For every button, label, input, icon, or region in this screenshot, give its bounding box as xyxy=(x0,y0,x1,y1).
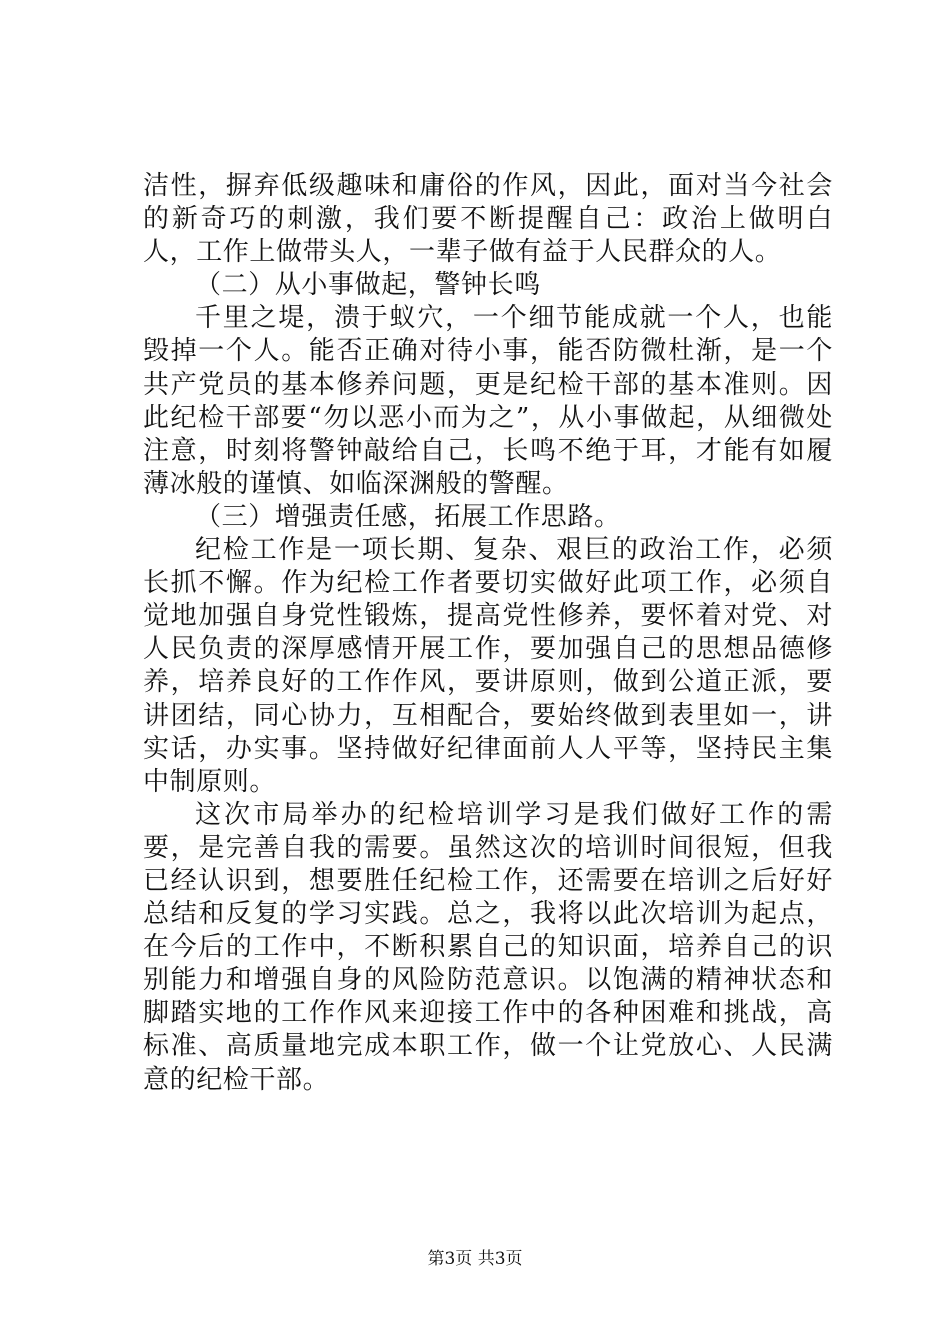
paragraph-conclusion: 这次市局举办的纪检培训学习是我们做好工作的需要，是完善自我的需要。虽然这次的培训时间很短，但我已经认识到，想要胜任纪检工作，还需要在培训之后好好总结和反复的学习实践。总之，我将以此次培训为起点，在今后的工作中，不断积累自己的知识面，培养自己的识别能力和增强自身的风险防范意识。以饱满的精神状态和脚踏实地的工作作风来迎接工作中的各种困难和挑战，高标准、高质量地完成本职工作，做一个让党放心、人民满意的纪检干部。 xyxy=(143,799,833,1095)
paragraph-continuation: 洁性，摒弃低级趣味和庸俗的作风，因此，面对当今社会的新奇巧的刺激，我们要不断提醒自己：政治上做明白人，工作上做带头人，一辈子做有益于人民群众的人。 xyxy=(143,171,833,268)
section-heading-three: （三）增强责任感，拓展工作思路。 xyxy=(195,501,621,532)
paragraph-responsibility: 纪检工作是一项长期、复杂、艰巨的政治工作，必须长抓不懈。作为纪检工作者要切实做好此项工作，必须自觉地加强自身党性锻炼，提高党性修养，要怀着对党、对人民负责的深厚感情开展工作，要加强自己的思想品德修养，培养良好的工作作风，要讲原则，做到公道正派，要讲团结，同心协力，互相配合，要始终做到表里如一，讲实话，办实事。坚持做好纪律面前人人平等，坚持民主集中制原则。 xyxy=(143,535,833,797)
paragraph-small-matters: 千里之堤，溃于蚁穴，一个细节能成就一个人，也能毁掉一个人。能否正确对待小事，能否防微杜渐，是一个共产党员的基本修养问题，更是纪检干部的基本准则。因此纪检干部要“勿以恶小而为之”，从小事做起，从细微处注意，时刻将警钟敲给自己，长鸣不绝于耳，才能有如履薄冰般的谨慎、如临深渊般的警醒。 xyxy=(143,303,833,499)
document-body xyxy=(143,170,833,1097)
page-footer: 第3页 共3页 xyxy=(427,1249,523,1269)
section-heading-two: （二）从小事做起，警钟长鸣 xyxy=(195,270,541,301)
